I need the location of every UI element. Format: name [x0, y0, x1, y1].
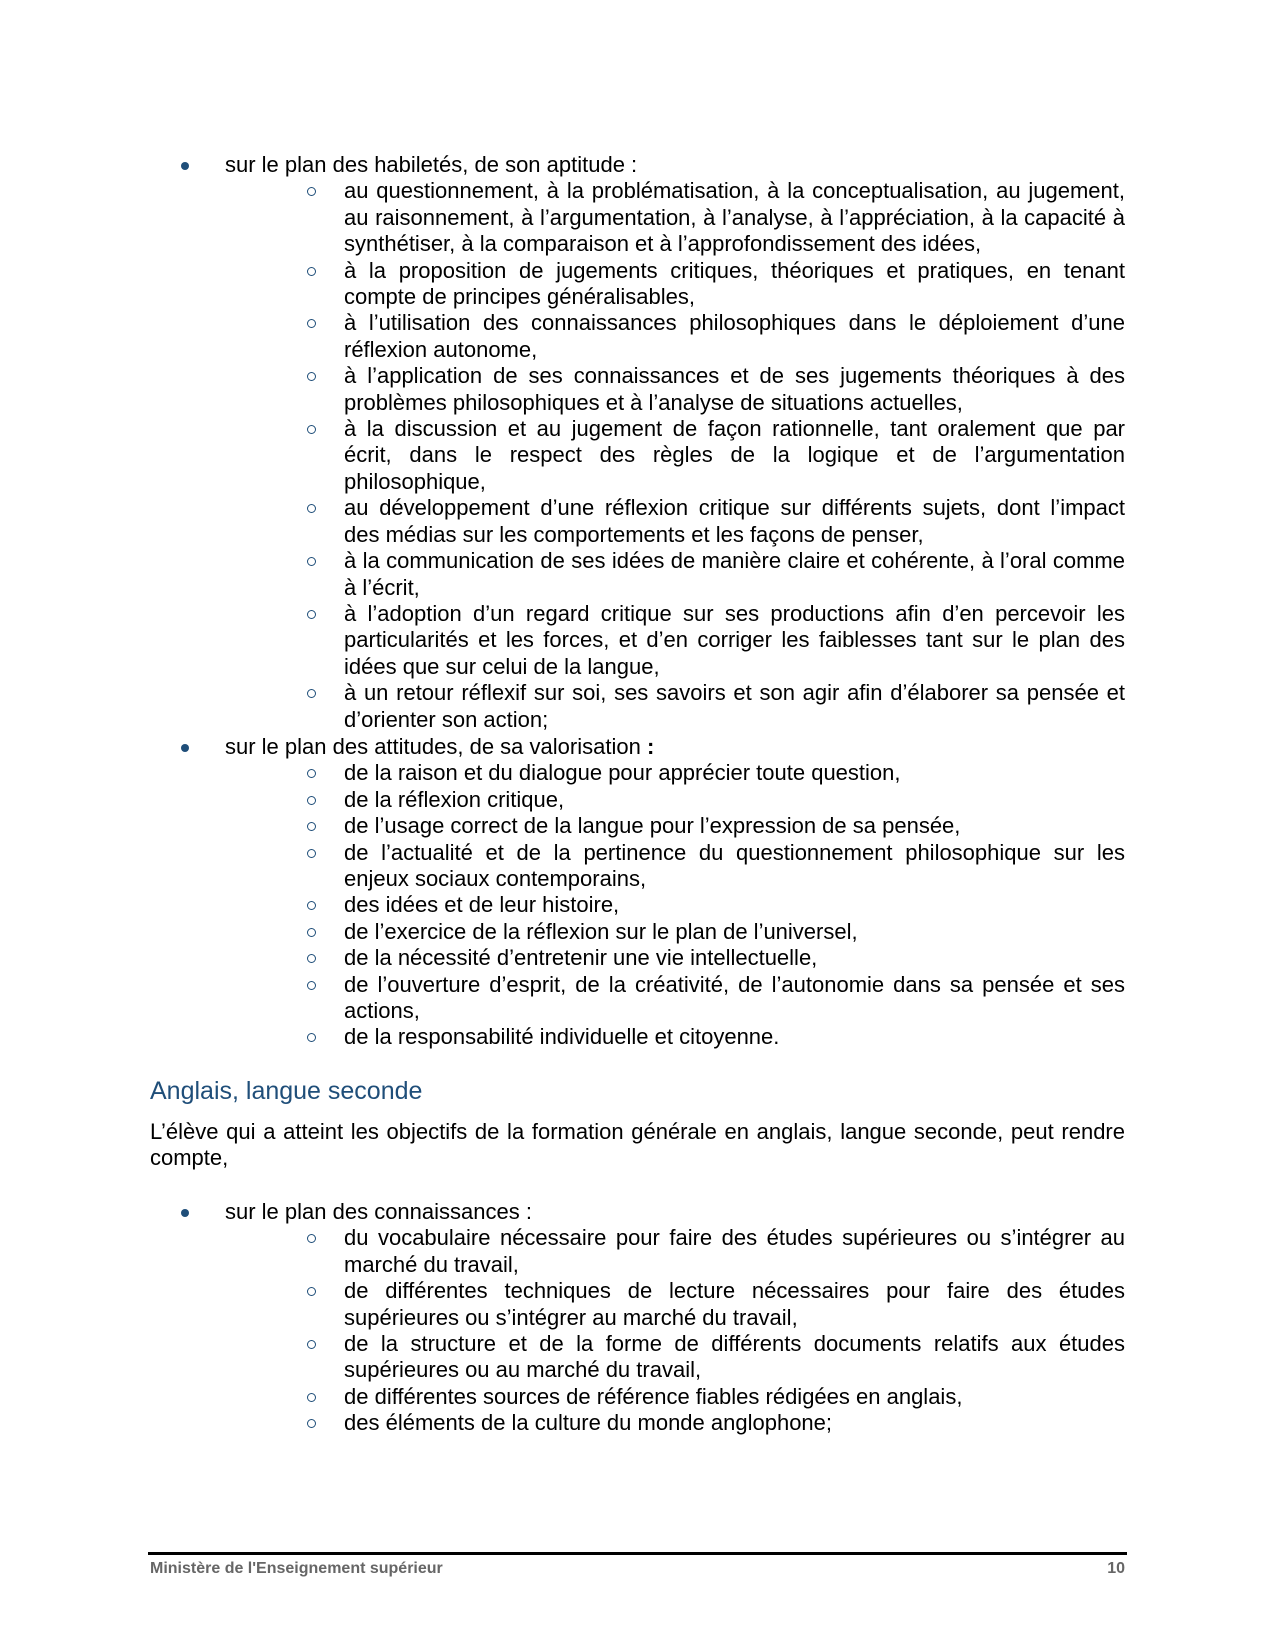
circle-bullet-icon	[307, 928, 316, 937]
list-item	[225, 416, 1125, 495]
circle-bullet-icon	[307, 796, 316, 805]
list-item-text: de différentes sources de référence fiables rédigées en anglais,	[344, 1383, 963, 1409]
list-item-text: au développement d’une réflexion critique sur différents sujets, dont l’impact des médias sur les comportements et les façons de penser,	[344, 495, 1125, 547]
circle-bullet-icon	[307, 981, 316, 990]
intro-paragraph: L’élève qui a atteint les objectifs de la formation générale en anglais, langue seconde, peut rendre compte,	[150, 1119, 1125, 1171]
page-number: 10	[1107, 1560, 1125, 1577]
bullet-icon	[181, 744, 189, 752]
list-item	[225, 840, 1125, 893]
bullet-attitudes	[150, 734, 1125, 1051]
list-item	[225, 1225, 1125, 1278]
list-item-text: à la discussion et au jugement de façon rationnelle, tant oralement que par écrit, dans le respect des règles de la logique et de l’argumentation philosophique,	[344, 416, 1125, 494]
list-item	[225, 310, 1125, 363]
circle-bullet-icon	[307, 901, 316, 910]
list-item	[225, 1024, 1125, 1050]
circle-bullet-icon	[307, 319, 316, 328]
list-item-text: des éléments de la culture du monde anglophone;	[344, 1410, 833, 1436]
list-item-text: de la nécessité d’entretenir une vie intellectuelle,	[344, 945, 818, 971]
circle-bullet-icon	[307, 504, 316, 513]
bullet-connaissances	[150, 1199, 1125, 1437]
attitudes-list	[150, 734, 1125, 1051]
list-item-text: de la structure et de la forme de différents documents relatifs aux études supérieures ou au marché du travail,	[344, 1331, 1125, 1383]
sub-list	[225, 1225, 1125, 1436]
connaissances-list	[150, 1199, 1125, 1437]
circle-bullet-icon	[307, 1393, 316, 1402]
list-item	[225, 1410, 1125, 1436]
bullet-label: sur le plan des connaissances :	[225, 1199, 532, 1224]
list-item-text: de la raison et du dialogue pour apprécier toute question,	[344, 760, 901, 786]
list-item-text: au questionnement, à la problématisation, à la conceptualisation, au jugement, au raisonnement, à l’argumentation, à l’analyse, à l’appréciation, à la capacité à synthétiser, à la comparaison et à l’approfondissement des idées,	[344, 178, 1125, 257]
list-item-text: à l’adoption d’un regard critique sur ses productions afin d’en percevoir les particularités et les forces, et d’en corriger les faiblesses tant sur le plan des idées que sur celui de la langue,	[344, 600, 1125, 679]
list-item	[225, 1278, 1125, 1331]
list-item	[225, 945, 1125, 971]
list-item	[225, 1384, 1125, 1410]
list-item	[225, 363, 1125, 416]
circle-bullet-icon	[307, 1033, 316, 1042]
circle-bullet-icon	[307, 1287, 316, 1296]
circle-bullet-icon	[307, 1419, 316, 1428]
footer-ministry: Ministère de l'Enseignement supérieur	[150, 1560, 443, 1577]
list-item	[225, 892, 1125, 918]
sub-list	[225, 178, 1125, 733]
sub-list	[225, 760, 1125, 1050]
list-item	[225, 787, 1125, 813]
section-heading: Anglais, langue seconde	[150, 1077, 423, 1105]
list-item-text: des idées et de leur histoire,	[344, 892, 620, 918]
circle-bullet-icon	[307, 425, 316, 434]
bullet-habiletes	[150, 152, 1125, 733]
bullet-label-suffix: :	[646, 734, 655, 759]
circle-bullet-icon	[307, 1234, 316, 1243]
habiletes-list	[150, 152, 1125, 733]
list-item	[225, 495, 1125, 548]
circle-bullet-icon	[307, 187, 316, 196]
list-item-text: de l’actualité et de la pertinence du questionnement philosophique sur les enjeux sociaux contemporains,	[344, 839, 1125, 892]
list-item	[225, 760, 1125, 786]
list-item-text: à la communication de ses idées de manière claire et cohérente, à l’oral comme à l’écrit,	[344, 548, 1125, 600]
bullet-icon	[181, 1209, 189, 1217]
list-item-text: à la proposition de jugements critiques, théoriques et pratiques, en tenant compte de principes généralisables,	[344, 257, 1125, 310]
circle-bullet-icon	[307, 769, 316, 778]
list-item-text: de la responsabilité individuelle et citoyenne.	[344, 1024, 780, 1050]
list-item	[225, 548, 1125, 601]
circle-bullet-icon	[307, 557, 316, 566]
list-item	[225, 178, 1125, 257]
circle-bullet-icon	[307, 849, 316, 858]
list-item-text: à l’application de ses connaissances et de ses jugements théoriques à des problèmes philosophiques et à l’analyse de situations actuelles,	[344, 363, 1125, 415]
list-item-text: de l’exercice de la réflexion sur le plan de l’universel,	[344, 918, 858, 944]
bullet-label: sur le plan des attitudes, de sa valorisation	[225, 734, 641, 759]
list-item-text: à l’utilisation des connaissances philosophiques dans le déploiement d’une réflexion autonome,	[344, 310, 1125, 362]
bullet-label: sur le plan des habiletés, de son aptitude :	[225, 152, 638, 177]
list-item	[225, 680, 1125, 733]
list-item	[225, 972, 1125, 1025]
footer-rule	[148, 1552, 1127, 1555]
circle-bullet-icon	[307, 689, 316, 698]
list-item	[225, 601, 1125, 680]
list-item	[225, 258, 1125, 311]
circle-bullet-icon	[307, 822, 316, 831]
list-item	[225, 919, 1125, 945]
list-item-text: de la réflexion critique,	[344, 786, 565, 812]
list-item	[225, 1331, 1125, 1384]
circle-bullet-icon	[307, 1340, 316, 1349]
list-item-text: du vocabulaire nécessaire pour faire des études supérieures ou s’intégrer au marché du travail,	[344, 1225, 1125, 1277]
list-item-text: de l’ouverture d’esprit, de la créativité, de l’autonomie dans sa pensée et ses actions,	[344, 971, 1125, 1024]
list-item	[225, 813, 1125, 839]
circle-bullet-icon	[307, 610, 316, 619]
list-item-text: de l’usage correct de la langue pour l’expression de sa pensée,	[344, 813, 961, 839]
circle-bullet-icon	[307, 267, 316, 276]
bullet-icon	[181, 162, 189, 170]
circle-bullet-icon	[307, 954, 316, 963]
circle-bullet-icon	[307, 372, 316, 381]
list-item-text: de différentes techniques de lecture nécessaires pour faire des études supérieures ou s’intégrer au marché du travail,	[344, 1278, 1125, 1330]
list-item-text: à un retour réflexif sur soi, ses savoirs et son agir afin d’élaborer sa pensée et d’orienter son action;	[344, 680, 1125, 732]
